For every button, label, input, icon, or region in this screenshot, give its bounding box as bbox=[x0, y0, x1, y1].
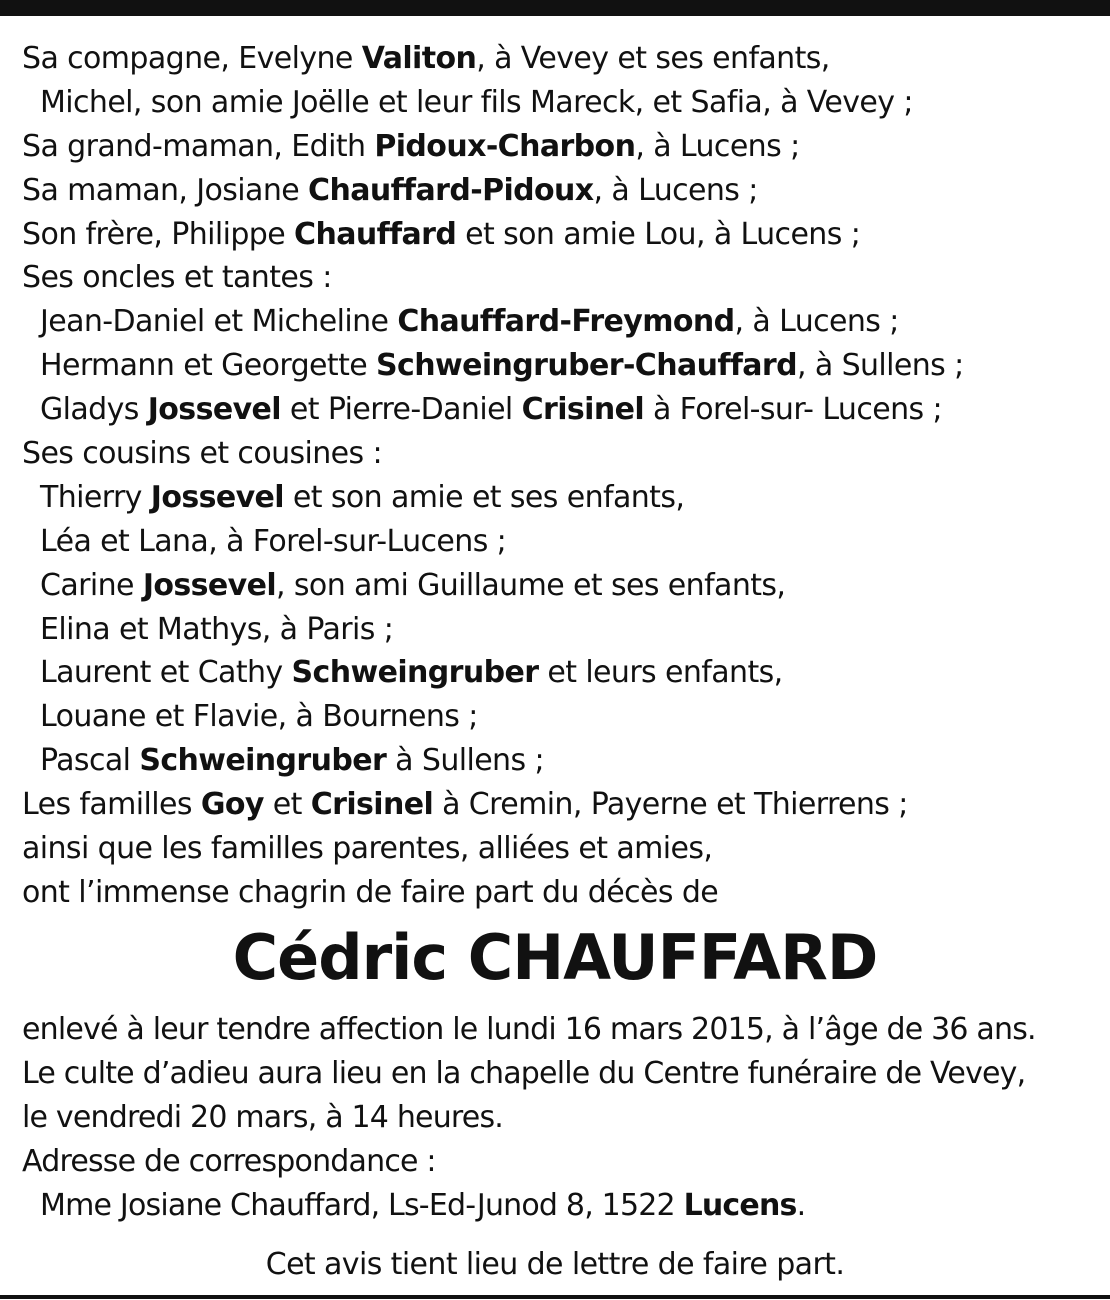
bottom-border-rule bbox=[0, 1295, 1110, 1299]
text-line bbox=[22, 1140, 1102, 1184]
text-segment: , à Lucens ; bbox=[734, 304, 899, 340]
text-segment: à Cremin, Payerne et Thierrens ; bbox=[433, 787, 908, 823]
text-line bbox=[22, 520, 1102, 564]
text-segment: Adresse de correspondance : bbox=[22, 1143, 436, 1179]
text-line bbox=[22, 608, 1102, 652]
footer-note: Cet avis tient lieu de lettre de faire part. bbox=[265, 1247, 845, 1282]
text-segment: Michel, son amie Joëlle et leur fils Mareck, et Safia, à Vevey ; bbox=[40, 84, 913, 120]
family-name: Crisinel bbox=[521, 392, 645, 428]
family-name: Jossevel bbox=[147, 392, 281, 428]
family-name: Pidoux-Charbon bbox=[374, 128, 636, 164]
text-line bbox=[22, 300, 1102, 344]
text-segment: , à Lucens ; bbox=[635, 128, 800, 164]
family-name: Goy bbox=[200, 787, 264, 823]
text-segment: et Pierre-Daniel bbox=[280, 392, 522, 428]
text-line bbox=[22, 651, 1102, 695]
text-line bbox=[22, 827, 1102, 871]
text-segment: , son ami Guillaume et ses enfants, bbox=[276, 567, 786, 603]
text-segment: Hermann et Georgette bbox=[40, 348, 377, 384]
text-line bbox=[22, 125, 1102, 169]
text-line bbox=[22, 1184, 1102, 1228]
deceased-name: Cédric CHAUFFARD bbox=[232, 921, 878, 994]
text-segment: Son frère, Philippe bbox=[22, 216, 295, 252]
text-segment: le vendredi 20 mars, à 14 heures. bbox=[22, 1099, 504, 1135]
text-segment: Carine bbox=[40, 567, 143, 603]
text-segment: à Sullens ; bbox=[386, 743, 544, 779]
text-segment: Sa grand-maman, Edith bbox=[22, 128, 375, 164]
text-line bbox=[22, 256, 1102, 300]
text-line bbox=[22, 388, 1102, 432]
text-segment: et leurs enfants, bbox=[538, 655, 783, 691]
family-name: Jossevel bbox=[142, 567, 277, 603]
text-line bbox=[22, 1096, 1102, 1140]
text-segment: ainsi que les familles parentes, alliées et amies, bbox=[22, 831, 713, 867]
text-segment: Pascal bbox=[40, 743, 140, 779]
family-name: Chauffard-Freymond bbox=[397, 304, 735, 340]
text-segment: . bbox=[796, 1187, 806, 1223]
text-segment: à Forel-sur- Lucens ; bbox=[644, 392, 942, 428]
text-segment: Gladys bbox=[40, 392, 148, 428]
text-segment: , à Sullens ; bbox=[796, 348, 964, 384]
text-line bbox=[22, 1052, 1102, 1096]
text-segment: Le culte d’adieu aura lieu en la chapelle du Centre funéraire de Vevey, bbox=[22, 1055, 1026, 1091]
text-segment: Sa compagne, Evelyne bbox=[22, 41, 362, 76]
text-line bbox=[22, 739, 1102, 783]
text-line bbox=[22, 344, 1102, 388]
text-line bbox=[22, 1008, 1102, 1052]
text-segment: Ses cousins et cousines : bbox=[22, 436, 383, 472]
family-name: Schweingruber bbox=[139, 743, 387, 779]
top-border-rule bbox=[0, 0, 1110, 16]
family-name: Crisinel bbox=[310, 787, 434, 823]
text-line bbox=[22, 81, 1102, 125]
family-name: Lucens bbox=[683, 1187, 797, 1223]
text-segment: ont l’immense chagrin de faire part du décès de bbox=[22, 874, 719, 910]
text-segment: enlevé à leur tendre affection le lundi 16 mars 2015, à l’âge de 36 ans. bbox=[22, 1012, 1036, 1047]
family-name: Schweingruber bbox=[291, 655, 539, 691]
family-name: Jossevel bbox=[150, 479, 284, 515]
text-segment: et bbox=[263, 787, 311, 823]
text-line bbox=[22, 564, 1102, 608]
text-line bbox=[22, 213, 1102, 257]
text-line bbox=[22, 432, 1102, 476]
text-segment: Sa maman, Josiane bbox=[22, 172, 309, 208]
text-line bbox=[22, 695, 1102, 739]
text-segment: Les familles bbox=[22, 787, 201, 823]
text-line bbox=[22, 37, 1102, 81]
text-segment: Léa et Lana, à Forel-sur-Lucens ; bbox=[40, 523, 507, 559]
funeral-details bbox=[22, 1008, 1102, 1227]
text-line bbox=[22, 783, 1102, 827]
family-name: Chauffard bbox=[294, 216, 457, 252]
family-name: Valiton bbox=[361, 41, 477, 76]
text-segment: Laurent et Cathy bbox=[40, 655, 292, 691]
text-segment: et son amie et ses enfants, bbox=[283, 479, 685, 515]
text-segment: , à Vevey et ses enfants, bbox=[476, 41, 830, 76]
text-segment: , à Lucens ; bbox=[593, 172, 758, 208]
text-line bbox=[22, 476, 1102, 520]
text-segment: Thierry bbox=[40, 479, 151, 515]
text-line bbox=[22, 871, 1102, 915]
text-segment: Ses oncles et tantes : bbox=[22, 260, 332, 296]
text-segment: Jean-Daniel et Micheline bbox=[40, 304, 398, 340]
text-segment: Mme Josiane Chauffard, Ls-Ed-Junod 8, 1522 bbox=[40, 1187, 684, 1223]
text-line bbox=[22, 169, 1102, 213]
family-name: Schweingruber-Chauffard bbox=[376, 348, 797, 384]
family-name: Chauffard-Pidoux bbox=[308, 172, 594, 208]
text-segment: et son amie Lou, à Lucens ; bbox=[456, 216, 861, 252]
text-segment: Elina et Mathys, à Paris ; bbox=[40, 611, 394, 647]
text-segment: Louane et Flavie, à Bournens ; bbox=[40, 699, 478, 735]
family-list bbox=[22, 37, 1102, 915]
